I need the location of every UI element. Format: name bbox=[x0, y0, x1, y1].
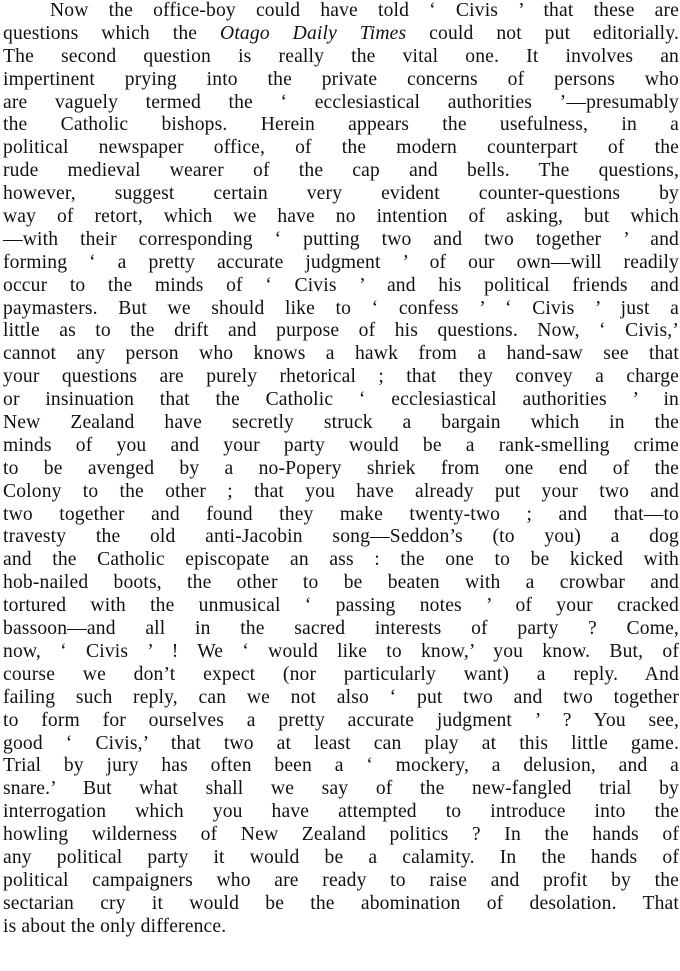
text-line: forming ‘ a pretty accurate judgment ’ of our own—will readily bbox=[3, 251, 679, 273]
text-line: New Zealand have secretly struck a bargain which in the bbox=[3, 412, 679, 434]
text-line: to be avenged by a no-Popery shriek from one end of the bbox=[3, 457, 679, 479]
text-line: any political party it would be a calamity. In the hands of bbox=[3, 846, 679, 868]
text-line: Now the office-boy could have told ‘ Civis ’ that these are bbox=[50, 0, 679, 21]
text-line: now, ‘ Civis ’ ! We ‘ would like to know,’ you know. But, of bbox=[3, 640, 679, 662]
article-text bbox=[3, 0, 679, 939]
text-line: tortured with the unmusical ‘ passing notes ’ of your cracked bbox=[3, 595, 679, 617]
text-line: cannot any person who knows a hawk from a hand-saw see that bbox=[3, 343, 679, 365]
text-line: rude medieval wearer of the cap and bells. The questions, bbox=[3, 160, 679, 182]
text-line: little as to the drift and purpose of his questions. Now, ‘ Civis,’ bbox=[3, 320, 679, 342]
text-line: however, suggest certain very evident counter-questions by bbox=[3, 183, 679, 205]
text-line: to form for ourselves a pretty accurate judgment ’ ? You see, bbox=[3, 709, 679, 731]
text-line: is about the only difference. bbox=[3, 915, 227, 937]
text-line: occur to the minds of ‘ Civis ’ and his political friends and bbox=[3, 274, 679, 296]
text-line: political newspaper office, of the modern counterpart of the bbox=[3, 137, 679, 159]
text-line: failing such reply, can we not also ‘ put two and two together bbox=[3, 686, 679, 708]
text-line: impertinent prying into the private concerns of persons who bbox=[3, 68, 679, 90]
text-line: Trial by jury has often been a ‘ mockery, a delusion, and a bbox=[3, 755, 679, 777]
text-line: interrogation which you have attempted to introduce into the bbox=[3, 801, 679, 823]
text-line: the Catholic bishops. Herein appears the usefulness, in a bbox=[3, 114, 679, 136]
text-line: —with their corresponding ‘ putting two and two together ’ and bbox=[3, 228, 679, 250]
text-line: snare.’ But what shall we say of the new-fangled trial by bbox=[3, 778, 679, 800]
text-line: and the Catholic episcopate an ass : the one to be kicked with bbox=[3, 549, 679, 571]
text-line: questions which the Otago Daily Times could not put editorially. bbox=[3, 22, 679, 44]
text-line: are vaguely termed the ‘ ecclesiastical authorities ’—presumably bbox=[3, 91, 679, 113]
text-line: good ‘ Civis,’ that two at least can play at this little game. bbox=[3, 732, 679, 754]
text-line: howling wilderness of New Zealand politics ? In the hands of bbox=[3, 824, 679, 846]
text-line: sectarian cry it would be the abomination of desolation. That bbox=[3, 892, 679, 914]
text-line: your questions are purely rhetorical ; that they convey a charge bbox=[3, 366, 679, 388]
text-line: travesty the old anti-Jacobin song—Seddon’s (to you) a dog bbox=[3, 526, 679, 548]
text-line: course we don’t expect (nor particularly want) a reply. And bbox=[3, 663, 679, 685]
text-line: Colony to the other ; that you have already put your two and bbox=[3, 480, 679, 502]
text-line: hob-nailed boots, the other to be beaten with a crowbar and bbox=[3, 572, 679, 594]
text-line: or insinuation that the Catholic ‘ ecclesiastical authorities ’ in bbox=[3, 389, 679, 411]
text-line: way of retort, which we have no intention of asking, but which bbox=[3, 206, 679, 228]
newspaper-title: Otago Daily Times bbox=[220, 22, 407, 44]
text-line: bassoon—and all in the sacred interests of party ? Come, bbox=[3, 618, 679, 640]
text-line: paymasters. But we should like to ‘ confess ’ ‘ Civis ’ just a bbox=[3, 297, 679, 319]
text-line: political campaigners who are ready to raise and profit by the bbox=[3, 869, 679, 891]
text-line: The second question is really the vital one. It involves an bbox=[3, 45, 679, 67]
text-line: minds of you and your party would be a rank-smelling crime bbox=[3, 434, 679, 456]
text-line: two together and found they make twenty-two ; and that—to bbox=[3, 503, 679, 525]
